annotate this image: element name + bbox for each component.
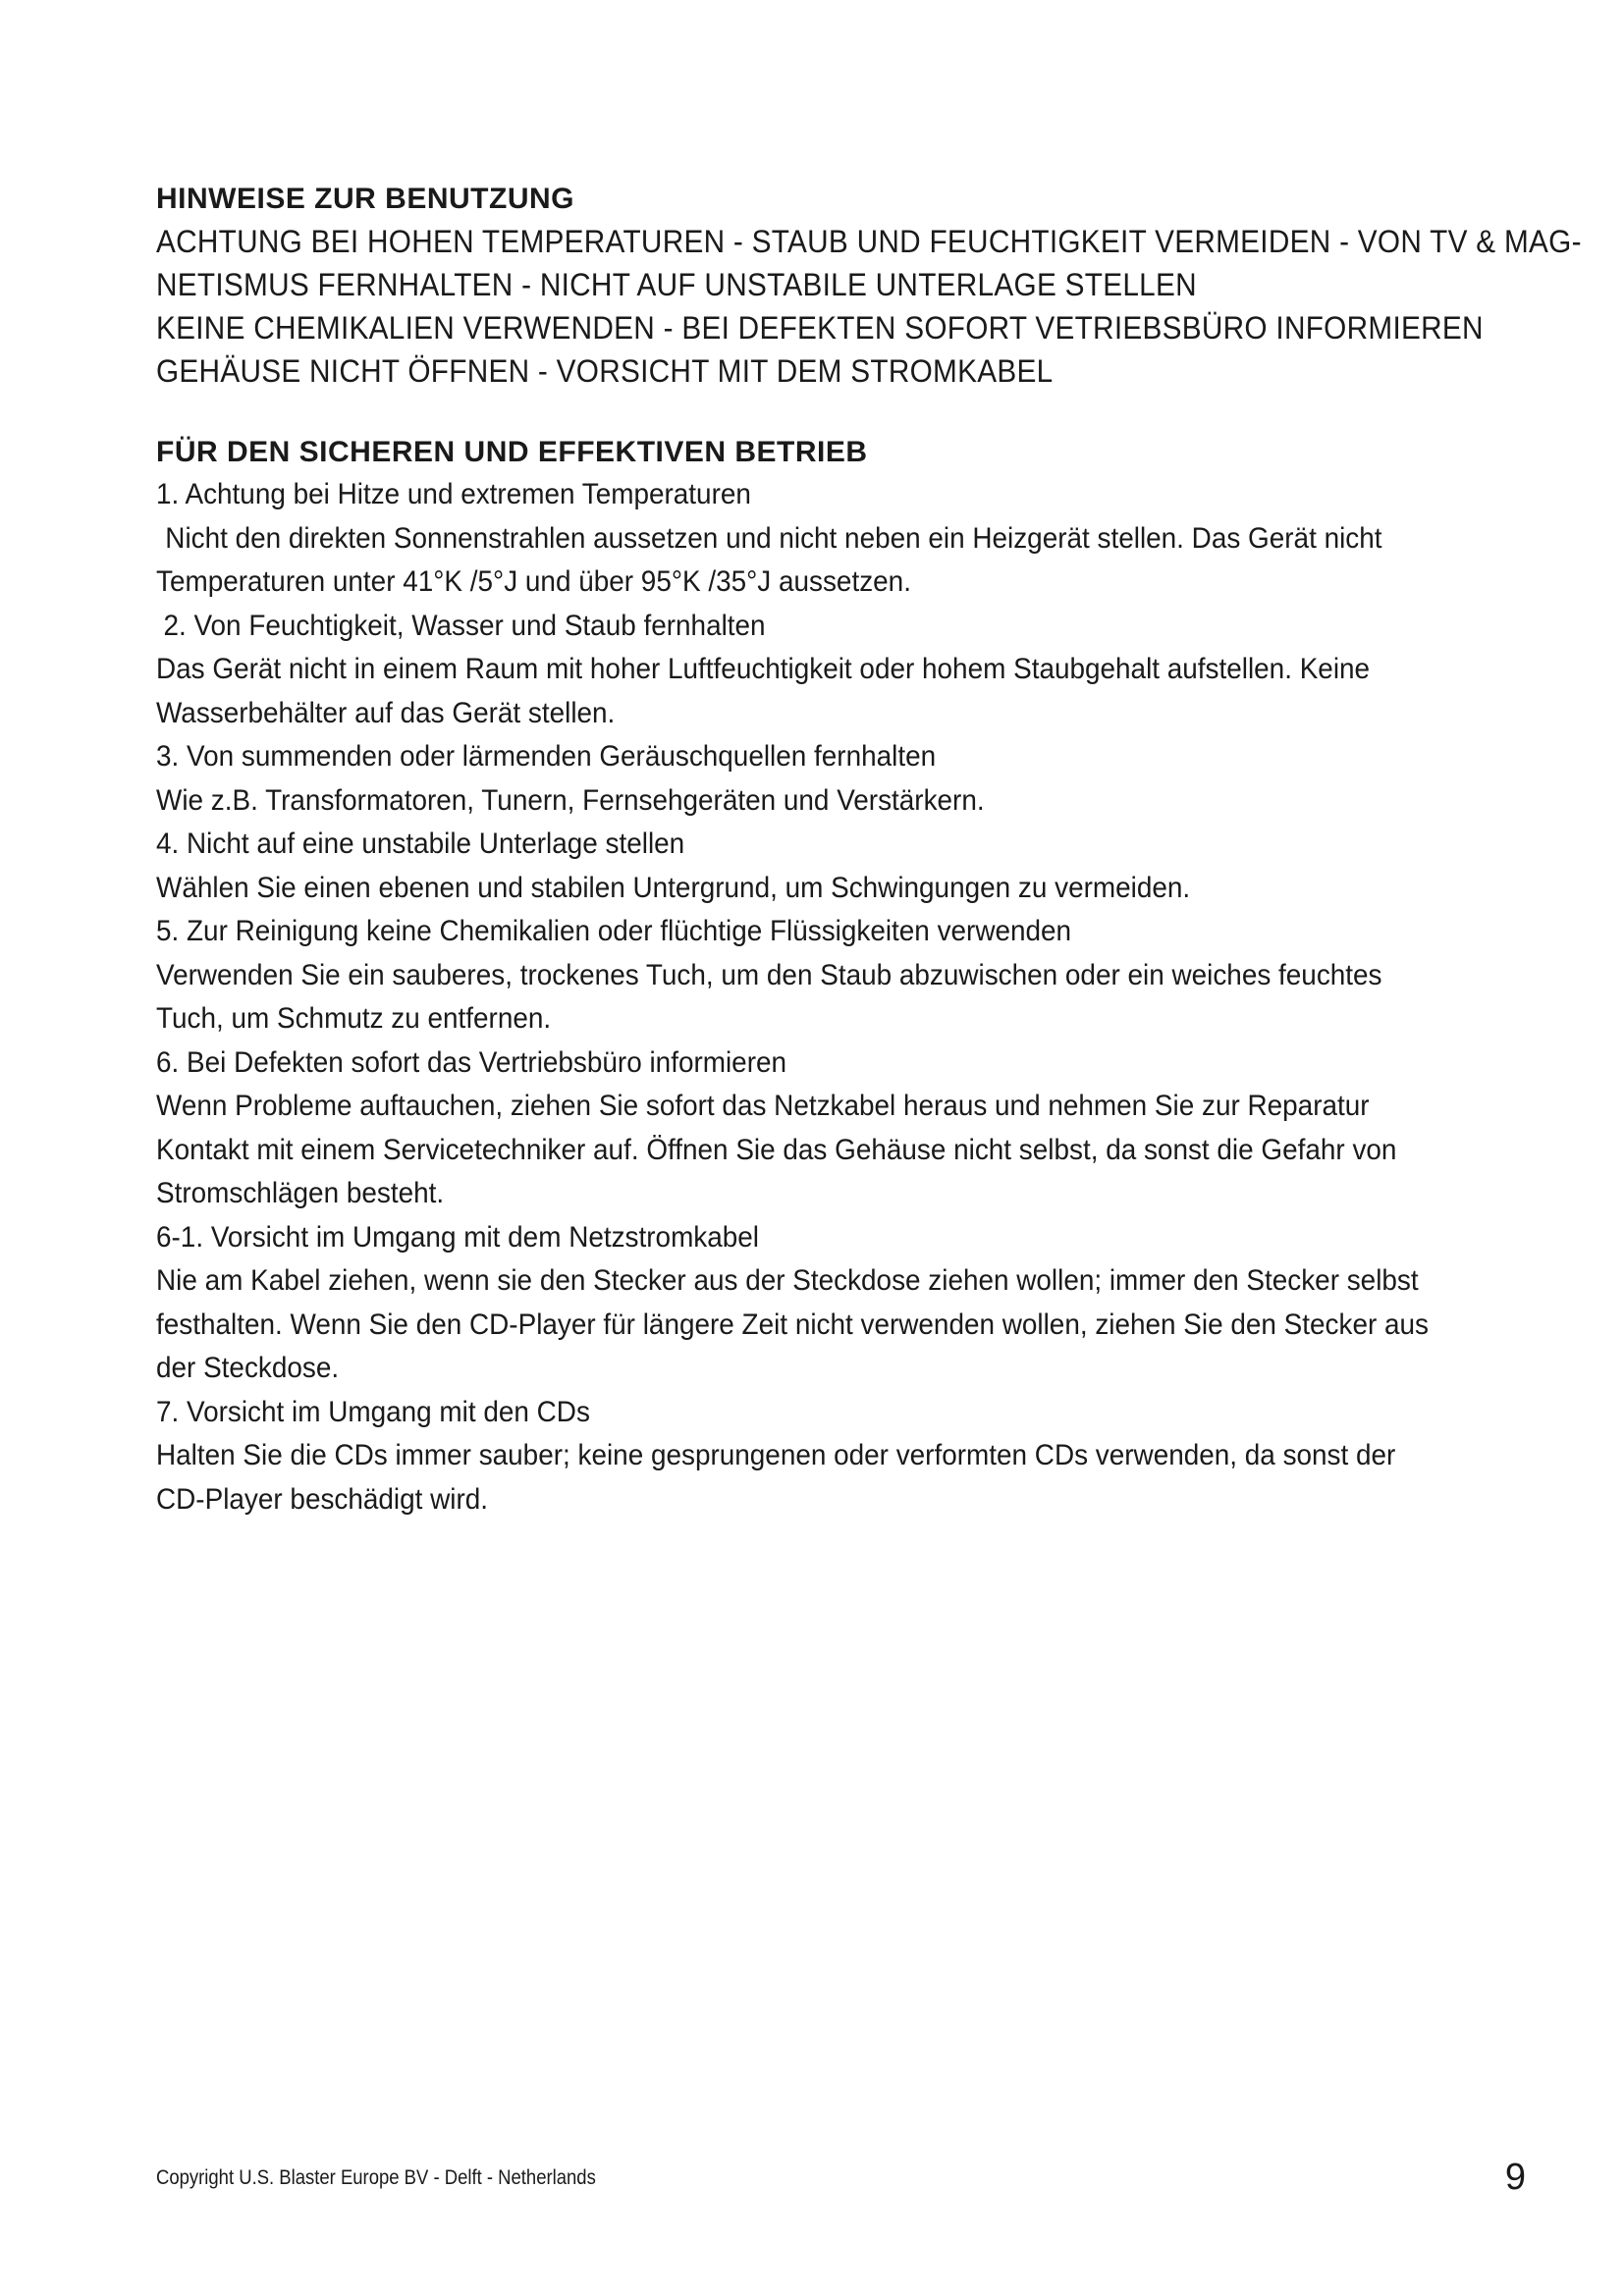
instruction-text: Temperaturen unter 41°K /5°J und über 95°K /35°J aussetzen. (156, 565, 911, 598)
footer-copyright: Copyright U.S. Blaster Europe BV - Delft - Netherlands (156, 2166, 596, 2189)
usage-line: GEHÄUSE NICHT ÖFFNEN - VORSICHT MIT DEM STROMKABEL (156, 353, 1054, 389)
instruction-text: Wenn Probleme auftauchen, ziehen Sie sofort das Netzkabel heraus und nehmen Sie zur Reparatur (156, 1090, 1370, 1122)
instruction-title-2: 2. Von Feuchtigkeit, Wasser und Staub fernhalten (163, 609, 766, 642)
page-content (156, 179, 1582, 1522)
section-gap (156, 393, 1531, 432)
usage-notes (156, 220, 1582, 393)
instruction-title-7: 7. Vorsicht im Umgang mit den CDs (156, 1395, 590, 1428)
instruction-text: festhalten. Wenn Sie den CD-Player für längere Zeit nicht verwenden wollen, ziehen Sie den Stecker aus (156, 1308, 1430, 1341)
instruction-text: der Steckdose. (156, 1352, 340, 1384)
section-heading-operation: FÜR DEN SICHEREN UND EFFEKTIVEN BETRIEB (156, 436, 868, 468)
instruction-text: Wie z.B. Transformatoren, Tunern, Fernsehgeräten und Verstärkern. (156, 783, 985, 817)
usage-line: NETISMUS FERNHALTEN - NICHT AUF UNSTABILE UNTERLAGE STELLEN (156, 267, 1197, 302)
instruction-text: Wählen Sie einen ebenen und stabilen Untergrund, um Schwingungen zu vermeiden. (156, 871, 1191, 904)
instruction-title-3: 3. Von summenden oder lärmenden Geräuschquellen fernhalten (156, 740, 937, 773)
page-number: 9 (1504, 2157, 1526, 2198)
instruction-text: Verwenden Sie ein sauberes, trockenes Tuch, um den Staub abzuwischen oder ein weiches feuchtes (156, 958, 1382, 991)
instruction-title-1: 1. Achtung bei Hitze und extremen Temperaturen (156, 478, 751, 510)
instruction-title-6-1: 6-1. Vorsicht im Umgang mit dem Netzstromkabel (156, 1220, 760, 1254)
instruction-text: Tuch, um Schmutz zu entfernen. (156, 1002, 552, 1035)
instruction-text: Halten Sie die CDs immer sauber; keine gesprungenen oder verformten CDs verwenden, da sonst der (156, 1439, 1396, 1471)
instruction-text: CD-Player beschädigt wird. (156, 1482, 489, 1516)
instruction-text: Das Gerät nicht in einem Raum mit hoher Luftfeuchtigkeit oder hohem Staubgehalt aufstellen. Keine (156, 653, 1371, 685)
instruction-text: Kontakt mit einem Servicetechniker auf. Öffnen Sie das Gehäuse nicht selbst, da sonst die Gefahr von (156, 1133, 1397, 1166)
usage-line: KEINE CHEMIKALIEN VERWENDEN - BEI DEFEKTEN SOFORT VETRIEBSBÜRO INFORMIEREN (156, 310, 1484, 346)
usage-line: ACHTUNG BEI HOHEN TEMPERATUREN - STAUB UND FEUCHTIGKEIT VERMEIDEN - VON TV & MAG- (156, 224, 1582, 259)
instruction-text: Nicht den direkten Sonnenstrahlen aussetzen und nicht neben ein Heizgerät stellen. Das Gerät nicht (165, 521, 1382, 555)
instruction-text: Stromschlägen besteht. (156, 1177, 445, 1209)
instruction-text: Nie am Kabel ziehen, wenn sie den Stecker aus der Steckdose ziehen wollen; immer den Stecker selbst (156, 1264, 1419, 1297)
instruction-title-6: 6. Bei Defekten sofort das Vertriebsbüro informieren (156, 1045, 787, 1079)
instruction-title-4: 4. Nicht auf eine unstabile Unterlage stellen (156, 828, 685, 860)
operation-instructions (156, 473, 1531, 1522)
instruction-text: Wasserbehälter auf das Gerät stellen. (156, 696, 616, 729)
section-heading-usage: HINWEISE ZUR BENUTZUNG (156, 183, 574, 215)
instruction-title-5: 5. Zur Reinigung keine Chemikalien oder flüchtige Flüssigkeiten verwenden (156, 915, 1072, 947)
